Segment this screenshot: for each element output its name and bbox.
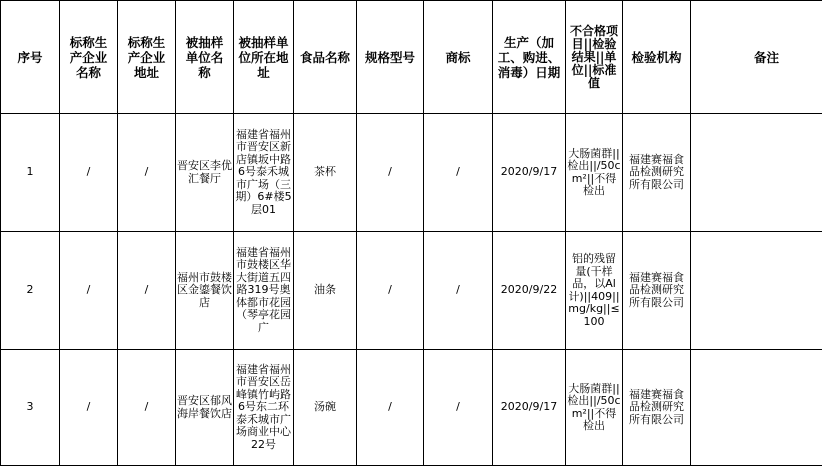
table-row bbox=[1, 232, 822, 350]
header-failed-item: 不合格项目||检验结果||单位||标准值 bbox=[566, 1, 623, 114]
cell-no: 3 bbox=[1, 350, 60, 466]
header-manufacturer-address: 标称生产企业地址 bbox=[118, 1, 176, 114]
header-manufacturer-name: 标称生产企业名称 bbox=[60, 1, 118, 114]
cell-inspection-agency: 福建赛福食品检测研究所有限公司 bbox=[623, 114, 691, 232]
header-sampled-unit: 被抽样单位名称 bbox=[176, 1, 234, 114]
cell-sampled-unit: 福州市鼓楼区金鎏餐饮店 bbox=[176, 232, 234, 350]
header-remark: 备注 bbox=[691, 1, 822, 114]
cell-brand: / bbox=[424, 232, 493, 350]
table-row bbox=[1, 350, 822, 466]
header-production-date: 生产（加工、购进、消毒）日期 bbox=[493, 1, 566, 114]
cell-inspection-agency: 福建赛福食品检测研究所有限公司 bbox=[623, 232, 691, 350]
header-brand: 商标 bbox=[424, 1, 493, 114]
cell-spec: / bbox=[357, 350, 424, 466]
cell-remark bbox=[691, 114, 822, 232]
cell-remark bbox=[691, 350, 822, 466]
cell-manufacturer-name: / bbox=[60, 232, 118, 350]
header-inspection-agency: 检验机构 bbox=[623, 1, 691, 114]
cell-food-name: 汤碗 bbox=[294, 350, 357, 466]
header-food-name: 食品名称 bbox=[294, 1, 357, 114]
cell-remark bbox=[691, 232, 822, 350]
cell-food-name: 油条 bbox=[294, 232, 357, 350]
header-row bbox=[1, 1, 822, 114]
header-no: 序号 bbox=[1, 1, 60, 114]
cell-manufacturer-address: / bbox=[118, 350, 176, 466]
cell-sampled-address: 福建省福州市晋安区岳峰镇竹屿路6号东二环泰禾城市广场商业中心22号 bbox=[234, 350, 294, 466]
cell-manufacturer-name: / bbox=[60, 114, 118, 232]
cell-sampled-unit: 晋安区李优汇餐厅 bbox=[176, 114, 234, 232]
table-row bbox=[1, 114, 822, 232]
cell-spec: / bbox=[357, 232, 424, 350]
cell-production-date: 2020/9/17 bbox=[493, 114, 566, 232]
cell-food-name: 茶杯 bbox=[294, 114, 357, 232]
cell-manufacturer-address: / bbox=[118, 232, 176, 350]
cell-failed-item: 大肠菌群||检出||/50cm²||不得检出 bbox=[566, 350, 623, 466]
cell-no: 2 bbox=[1, 232, 60, 350]
header-sampled-address: 被抽样单位所在地址 bbox=[234, 1, 294, 114]
cell-spec: / bbox=[357, 114, 424, 232]
cell-manufacturer-address: / bbox=[118, 114, 176, 232]
cell-sampled-address: 福建省福州市鼓楼区华大街道五四路319号奥体都市花园（琴亭花园广 bbox=[234, 232, 294, 350]
cell-failed-item: 大肠菌群||检出||/50cm²||不得检出 bbox=[566, 114, 623, 232]
cell-no: 1 bbox=[1, 114, 60, 232]
cell-manufacturer-name: / bbox=[60, 350, 118, 466]
cell-production-date: 2020/9/17 bbox=[493, 350, 566, 466]
cell-production-date: 2020/9/22 bbox=[493, 232, 566, 350]
cell-sampled-address: 福建省福州市晋安区新店镇坂中路6号泰禾城市广场（三期）6#楼5层01 bbox=[234, 114, 294, 232]
cell-failed-item: 铝的残留量(干样品，以Al计)||409||mg/kg||≤100 bbox=[566, 232, 623, 350]
cell-inspection-agency: 福建赛福食品检测研究所有限公司 bbox=[623, 350, 691, 466]
cell-brand: / bbox=[424, 114, 493, 232]
header-spec: 规格型号 bbox=[357, 1, 424, 114]
cell-sampled-unit: 晋安区郁风海岸餐饮店 bbox=[176, 350, 234, 466]
cell-brand: / bbox=[424, 350, 493, 466]
